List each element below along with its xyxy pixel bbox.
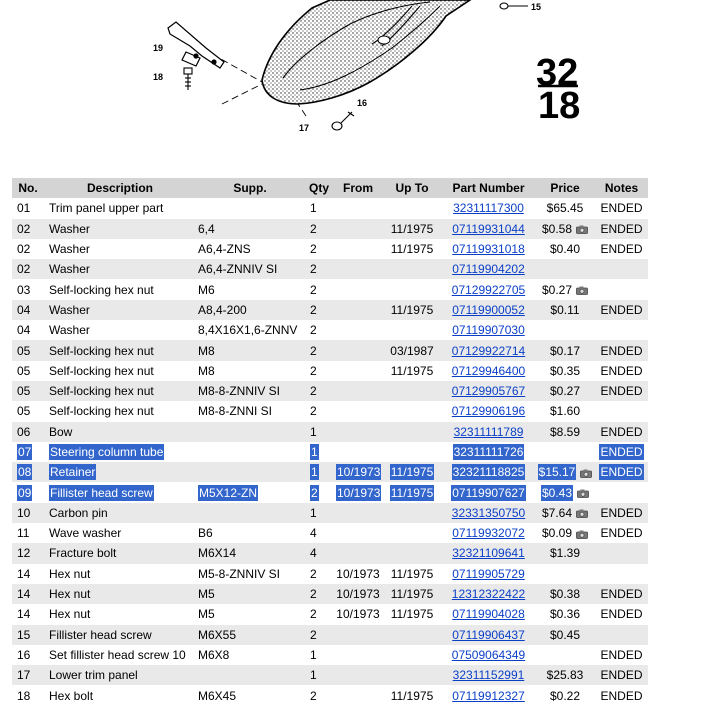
camera-icon[interactable]	[576, 286, 588, 295]
screw-15-drawing	[500, 3, 528, 9]
cell-supp: M8-8-ZNNIV SI	[198, 384, 281, 399]
cell-notes: ENDED	[600, 384, 643, 399]
part-number-link[interactable]: 07119905729	[452, 566, 525, 581]
cell-no: 01	[17, 201, 31, 216]
table-row	[12, 239, 648, 259]
cell-from: 10/1973	[336, 587, 380, 602]
part-number-link[interactable]: 07119932072	[452, 526, 525, 541]
cell-price: $8.59	[549, 424, 581, 439]
cell-upto: 11/1975	[390, 302, 434, 317]
part-number-link[interactable]: 07119907030	[452, 323, 525, 338]
cell-qty: 2	[310, 242, 317, 257]
header-price: Price	[550, 181, 580, 196]
cell-no: 17	[17, 668, 31, 683]
cell-description: Washer	[49, 242, 90, 257]
cell-upto: 11/1975	[390, 363, 434, 378]
cell-qty: 1	[311, 465, 318, 480]
cell-no: 10	[17, 505, 31, 520]
cell-qty: 2	[310, 282, 317, 297]
cell-upto: 03/1987	[390, 343, 434, 358]
part-number-link[interactable]: 07119907627	[452, 485, 525, 500]
part-number-link[interactable]: 07119904202	[452, 262, 525, 277]
cell-upto: 11/1975	[390, 485, 434, 500]
cell-description: Carbon pin	[49, 505, 108, 520]
trim-panel-drawing	[262, 0, 470, 104]
cell-upto: 11/1975	[390, 242, 434, 257]
header-part-number: Part Number	[452, 181, 525, 196]
cell-upto: 11/1975	[390, 587, 434, 602]
cell-qty: 2	[311, 485, 318, 500]
cell-supp: M8-8-ZNNI SI	[198, 404, 273, 419]
cell-no: 18	[17, 688, 31, 703]
cell-no: 14	[17, 607, 31, 622]
cell-description: Wave washer	[49, 526, 122, 541]
cell-price: $0.38	[549, 587, 581, 602]
callout-17: 17	[299, 123, 310, 133]
table-row	[12, 422, 648, 442]
cell-qty: 2	[310, 688, 317, 703]
camera-icon[interactable]	[576, 225, 588, 234]
cell-supp: A8,4-200	[198, 302, 247, 317]
cell-qty: 2	[310, 221, 317, 236]
callout-16: 16	[357, 98, 368, 108]
cell-price: $0.09	[541, 526, 573, 541]
part-number-link[interactable]: 07119931044	[452, 221, 525, 236]
cell-notes: ENDED	[600, 668, 643, 683]
cell-no: 02	[17, 221, 31, 236]
cell-supp: M5-8-ZNNIV SI	[198, 566, 281, 581]
table-row	[12, 340, 648, 360]
part-number-link[interactable]: 32321109641	[452, 546, 525, 561]
cell-qty: 2	[310, 587, 317, 602]
cell-description: Washer	[49, 221, 90, 236]
callout-18: 18	[153, 72, 164, 82]
cell-no: 05	[17, 343, 31, 358]
table-row	[12, 198, 648, 218]
cell-no: 05	[17, 384, 31, 399]
cell-supp: A6,4-ZNS	[198, 242, 251, 257]
cell-description: Trim panel upper part	[49, 201, 164, 216]
cell-notes: ENDED	[600, 242, 643, 257]
table-row	[12, 503, 648, 523]
cell-from: 10/1973	[336, 566, 380, 581]
cell-notes: ENDED	[600, 221, 643, 236]
cell-upto: 11/1975	[390, 566, 434, 581]
cell-qty: 2	[310, 302, 317, 317]
cell-description: Bow	[49, 424, 73, 439]
table-row	[12, 665, 648, 685]
cell-qty: 4	[310, 546, 317, 561]
cell-price: $0.40	[549, 242, 581, 257]
cell-notes: ENDED	[600, 607, 643, 622]
cell-price: $25.83	[546, 668, 584, 683]
cell-price: $1.60	[549, 404, 581, 419]
cell-price: $0.58	[541, 221, 573, 236]
cell-qty: 1	[310, 424, 317, 439]
table-row	[12, 543, 648, 563]
part-number-link[interactable]: 32311111789	[453, 424, 524, 439]
cell-price: $0.43	[541, 485, 573, 500]
table-row	[12, 604, 648, 624]
cell-no: 03	[17, 282, 31, 297]
part-number-link[interactable]: 07119931018	[452, 242, 525, 257]
cell-notes: ENDED	[600, 445, 643, 459]
cell-price: $15.17	[538, 465, 576, 480]
cell-no: 14	[17, 566, 31, 581]
cell-supp: 6,4	[198, 221, 215, 236]
camera-icon[interactable]	[580, 469, 592, 478]
table-row	[12, 361, 648, 381]
parts-table	[12, 178, 648, 706]
cell-description: Hex nut	[49, 587, 91, 602]
cell-qty: 2	[310, 607, 317, 622]
cell-notes: ENDED	[600, 363, 643, 378]
cell-upto: 11/1975	[390, 221, 434, 236]
cell-no: 11	[17, 526, 30, 541]
cell-notes: ENDED	[600, 688, 643, 703]
screw-16-drawing	[332, 112, 354, 130]
cell-price: $0.27	[541, 282, 573, 297]
cell-no: 07	[18, 445, 32, 459]
cell-qty: 1	[310, 201, 317, 216]
cell-description: Self-locking hex nut	[49, 363, 154, 378]
cell-supp: M6X8	[198, 647, 230, 662]
cell-no: 04	[17, 302, 31, 317]
cell-upto: 11/1975	[390, 688, 434, 703]
table-row	[12, 523, 648, 543]
table-row	[12, 381, 648, 401]
cell-price: $0.45	[549, 627, 581, 642]
cell-price: $0.11	[550, 302, 580, 317]
cell-supp: M5	[198, 607, 215, 622]
cell-description: Washer	[49, 302, 90, 317]
cell-description: Retainer	[50, 465, 96, 480]
cell-qty: 1	[311, 445, 318, 459]
cell-price: $0.22	[549, 688, 581, 703]
cell-qty: 1	[310, 505, 317, 520]
header-no: No.	[18, 181, 38, 196]
table-row	[12, 685, 648, 705]
table-row	[12, 564, 648, 584]
table-row	[12, 279, 648, 299]
camera-icon[interactable]	[576, 509, 588, 518]
cell-no: 06	[17, 424, 31, 439]
table-row	[12, 645, 648, 665]
header-notes: Notes	[604, 181, 639, 196]
cell-no: 05	[17, 363, 31, 378]
cell-supp: M6X45	[198, 688, 237, 703]
table-row	[12, 300, 648, 320]
cell-price: $65.45	[546, 201, 584, 216]
cell-no: 02	[17, 242, 31, 257]
part-number-link[interactable]: 07119912327	[452, 688, 525, 703]
cell-qty: 2	[310, 404, 317, 419]
camera-icon[interactable]	[577, 489, 589, 498]
cell-qty: 2	[310, 343, 317, 358]
cell-description: Self-locking hex nut	[49, 404, 154, 419]
page-number-top: 32	[536, 52, 579, 94]
cell-no: 09	[18, 485, 32, 500]
header-qty: Qty	[308, 181, 329, 196]
cell-price: $0.36	[549, 607, 581, 622]
cell-price: $1.39	[549, 546, 581, 561]
part-number-link[interactable]: 07129905767	[451, 384, 526, 399]
cell-supp: M6X55	[198, 627, 237, 642]
part-number-link[interactable]: 32321118825	[452, 465, 525, 480]
header-supp: Supp.	[233, 181, 267, 196]
cell-supp: M5X12-ZN	[199, 485, 258, 500]
table-row	[12, 442, 648, 462]
cell-price: $0.17	[549, 343, 581, 358]
cell-qty: 2	[310, 323, 317, 338]
cell-from: 10/1973	[336, 607, 380, 622]
part-number-link[interactable]: 32311152991	[452, 668, 525, 683]
cell-description: Hex bolt	[49, 688, 94, 703]
page-number-bottom: 18	[538, 85, 581, 127]
cell-description: Self-locking hex nut	[49, 282, 154, 297]
cell-supp: M6X14	[198, 546, 237, 561]
table-row	[12, 625, 648, 645]
cell-no: 02	[17, 262, 31, 277]
cell-no: 14	[17, 587, 31, 602]
cell-qty: 1	[310, 647, 317, 662]
header-from: From	[343, 181, 373, 196]
part-number-link[interactable]: 07129922705	[451, 282, 526, 297]
table-row	[12, 259, 648, 279]
part-number-link[interactable]: 07129922714	[451, 343, 526, 358]
cell-notes: ENDED	[600, 647, 643, 662]
table-row	[12, 219, 648, 239]
part-number-link[interactable]: 12312322422	[451, 587, 526, 602]
part-number-link[interactable]: 07119904028	[452, 607, 525, 622]
cell-upto: 11/1975	[390, 607, 434, 622]
part-number-link[interactable]: 07129946400	[451, 363, 526, 378]
cell-notes: ENDED	[600, 587, 643, 602]
cell-no: 05	[17, 404, 31, 419]
cell-price: $0.27	[549, 384, 581, 399]
cell-notes: ENDED	[600, 201, 643, 216]
cell-upto: 11/1975	[390, 465, 434, 480]
parts-diagram	[0, 0, 702, 178]
table-row	[12, 584, 648, 604]
part-number-link[interactable]: 07119900052	[452, 302, 525, 317]
cell-description: Hex nut	[49, 566, 91, 581]
cell-description: Fillister head screw	[49, 627, 152, 642]
cell-description: Self-locking hex nut	[49, 384, 154, 399]
cell-description: Steering column tube	[50, 445, 164, 459]
cell-no: 16	[17, 647, 31, 662]
cell-price: $0.35	[549, 363, 581, 378]
cell-qty: 2	[310, 384, 317, 399]
cell-price: $7.64	[541, 505, 573, 520]
table-header-row	[12, 178, 648, 198]
cell-supp: 8,4X16X1,6-ZNNV	[198, 323, 298, 338]
cell-description: Lower trim panel	[49, 668, 138, 683]
cell-notes: ENDED	[600, 526, 643, 541]
cell-description: Fracture bolt	[49, 546, 117, 561]
cell-notes: ENDED	[600, 302, 643, 317]
cell-description: Hex nut	[49, 607, 91, 622]
cell-qty: 2	[310, 262, 317, 277]
bracket-drawing	[168, 22, 224, 68]
part-number-link[interactable]: 07129906196	[451, 404, 526, 419]
cell-no: 04	[17, 323, 31, 338]
cell-no: 12	[17, 546, 31, 561]
cell-description: Washer	[49, 262, 90, 277]
header-upto: Up To	[395, 181, 429, 196]
header-description: Description	[86, 181, 153, 196]
part-number-link[interactable]: 07509064349	[451, 647, 526, 662]
cell-supp: M8	[198, 363, 215, 378]
cell-from: 10/1973	[337, 485, 381, 500]
cell-qty: 2	[310, 566, 317, 581]
cell-description: Washer	[49, 323, 90, 338]
cell-supp: M8	[198, 343, 215, 358]
cell-supp: A6,4-ZNNIV SI	[198, 262, 278, 277]
cell-qty: 2	[310, 363, 317, 378]
table-row	[12, 482, 648, 502]
cell-description: Set fillister head screw 10	[49, 647, 186, 662]
cell-qty: 4	[310, 526, 317, 541]
cell-notes: ENDED	[600, 465, 643, 480]
cell-supp: B6	[198, 526, 213, 541]
table-row	[12, 401, 648, 421]
part-number-link[interactable]: 32311111726	[453, 445, 524, 459]
cell-supp: M5	[198, 587, 215, 602]
cell-notes: ENDED	[600, 343, 643, 358]
cell-notes: ENDED	[600, 424, 643, 439]
bolt-drawing	[184, 68, 192, 90]
callout-19: 19	[153, 43, 164, 53]
cell-no: 08	[18, 465, 32, 480]
cell-qty: 2	[310, 627, 317, 642]
part-number-link[interactable]: 32311117300	[453, 201, 524, 216]
cell-description: Self-locking hex nut	[49, 343, 154, 358]
cell-from: 10/1973	[337, 465, 381, 480]
table-row	[12, 462, 648, 482]
cell-supp: M6	[198, 282, 215, 297]
cell-description: Fillister head screw	[50, 485, 153, 500]
part-number-link[interactable]: 07119906437	[452, 627, 525, 642]
cell-qty: 1	[310, 668, 317, 683]
table-row	[12, 320, 648, 340]
camera-icon[interactable]	[576, 530, 588, 539]
callout-15: 15	[531, 2, 542, 12]
cell-no: 15	[17, 627, 31, 642]
cell-notes: ENDED	[600, 505, 643, 520]
part-number-link[interactable]: 32331350750	[451, 505, 526, 520]
